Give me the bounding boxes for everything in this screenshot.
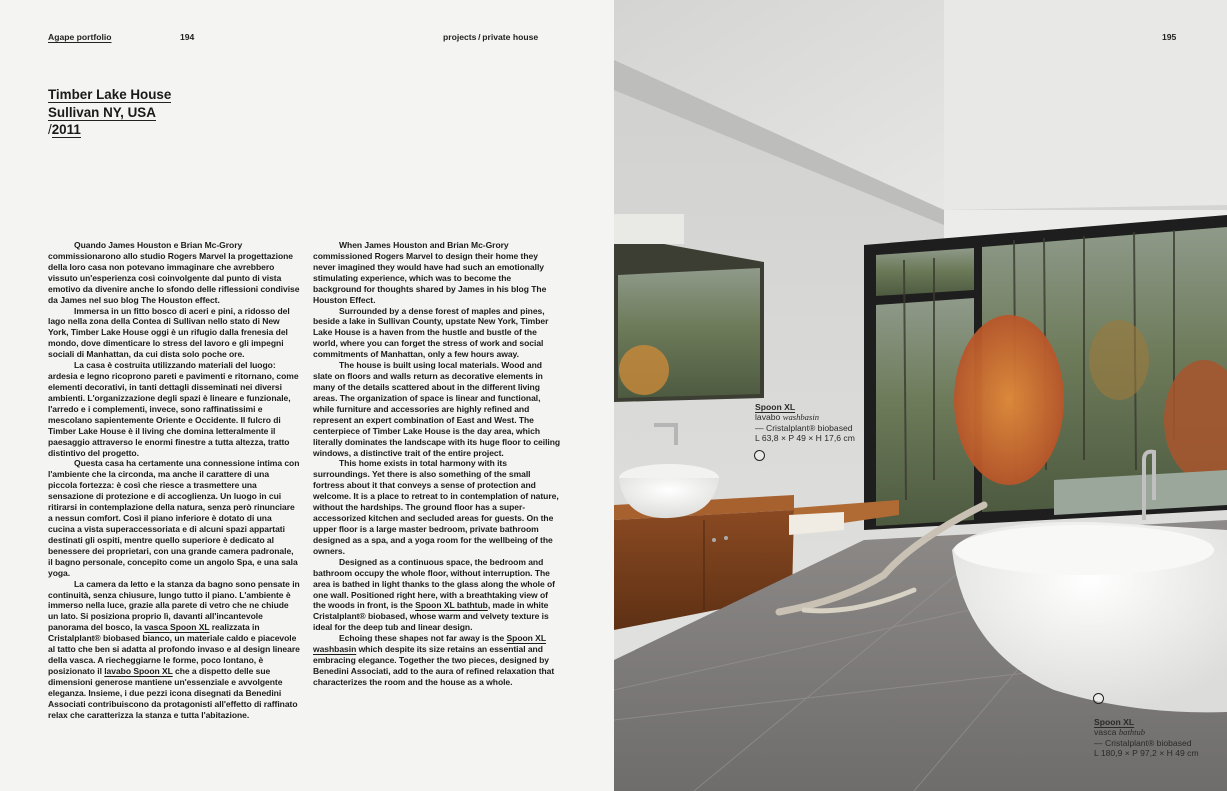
text-run: , made in white Cristalplant® biobased, whose warm and velvety texture is ideal for the deep tub and linear design. bbox=[313, 600, 549, 633]
caption-italian-name: vasca bbox=[1094, 727, 1117, 738]
english-text-column bbox=[313, 240, 561, 688]
text-run: che a dispetto delle sue dimensioni generose mantiene un'essenziale e avvolgente eleganza. Insieme, i due pezzi icona disegnati da Benedini Associati contribuiscono da protagonisti all'effetto di raffinato relax che caratterizza la stanza e tutta l'abitazione. bbox=[48, 665, 298, 720]
project-title bbox=[48, 86, 171, 139]
text-run: realizzata in Cristalplant® biobased bianco, un materiale caldo e piacevole al tatto che ben si adatta al profondo invaso e al design lineare della vasca. A riecheggiarne le forme, poco lontano, è posizionato il bbox=[48, 622, 300, 676]
paragraph: The house is built using local materials. Wood and slate on floors and walls return as decorative elements in many of the details scattered about in the different living areas. The organization of space is linear and functional, while furniture and accessories are highly refined and represent an expert combination of East and West. The centerpiece of Timber Lake House is the day area, which literally dominates the landscape with its huge floor to ceiling windows, a distinctive trait of the entire project. bbox=[313, 360, 561, 458]
page-number-right: 195 bbox=[1162, 32, 1177, 42]
paragraph bbox=[313, 633, 561, 688]
caption-dimensions: L 180,9 × P 97,2 × H 49 cm bbox=[1094, 747, 1199, 758]
caption-product-name: Spoon XL bbox=[755, 402, 796, 412]
year-slash: / bbox=[48, 122, 52, 137]
bathtub-hotspot-icon[interactable] bbox=[1093, 693, 1104, 704]
text-run: which despite its size retains an essential and embracing elegance. Together the two pieces, designed by Benedini Associati, add to the aura of refined relaxation that characterizes the room and the house as a whole. bbox=[313, 644, 555, 687]
section-title: Agape portfolio bbox=[48, 32, 112, 42]
paragraph: When James Houston and Brian Mc-Grory commissioned Rogers Marvel to design their home they never imagined they would have had such an emotionally stimulating experience, which was to become the background for thoughts shared by James in his blog The Houston Effect. bbox=[313, 240, 547, 305]
caption-product-name: Spoon XL bbox=[1094, 717, 1135, 727]
caption-english-name: washbasin bbox=[782, 412, 820, 423]
caption-material: — Cristalplant® biobased bbox=[755, 422, 853, 433]
paragraph bbox=[48, 579, 300, 721]
paragraph bbox=[313, 557, 561, 633]
washbasin-hotspot-icon[interactable] bbox=[754, 450, 765, 461]
bathroom-photo bbox=[614, 0, 1227, 791]
project-location: Sullivan NY, USA bbox=[48, 104, 156, 120]
paragraph: Quando James Houston e Brian Mc-Grory commissionarono allo studio Rogers Marvel la progettazione della loro casa non potevano immaginare che avrebbero vissuto un'esperienza così coinvolgente dal punto di vista emotivo da divenire anche lo sfondo delle riflessioni condivise da James nel suo blog The Houston effect. bbox=[48, 240, 300, 305]
text-run: Designed as a continuous space, the bedroom and bathroom occupy the whole floor, without interruption. The area is bathed in light thanks to the glass along the whole of one wall. Positioned right here, with a breathtaking view of the woods in front, is the bbox=[313, 556, 555, 611]
caption-material: — Cristalplant® biobased bbox=[1094, 737, 1192, 748]
project-name: Timber Lake House bbox=[48, 87, 172, 102]
project-year: 2011 bbox=[51, 122, 81, 137]
product-link-bathtub[interactable]: Spoon XL bathtub bbox=[415, 600, 488, 611]
paragraph: Questa casa ha certamente una connessione intima con l'ambiente che la circonda, ma anche il carattere di una piccola fortezza: è così che riesce a trasmettere una sensazione di protezione e di accoglienza. Un luogo in cui ritirarsi in contemplazione della natura, senza però rinunciare a nessun comfort. Così il piano inferiore è dotato di una cucina a vista superaccessoriata e di alcuni spazi appartati destinati gli ospiti, mentre quello superiore è dedicato al benessere dei proprietari, con una grande camera padronale, il bagno personale, concepito come un angolo Spa, e una sala yoga. bbox=[48, 458, 300, 578]
caption-italian-name: lavabo bbox=[755, 412, 781, 423]
breadcrumb: projects / private house bbox=[443, 32, 539, 42]
paragraph: Surrounded by a dense forest of maples and pines, beside a lake in Sullivan County, upstate New York, Timber Lake House is a haven from the hustle and bustle of the world, where you can forget the stress of work and social commitments of Manhattan, only a few hours away. bbox=[313, 305, 549, 360]
text-run: La camera da letto e la stanza da bagno sono pensate in continuità, senza chiusure, lungo tutto il piano. L'ambiente è immerso nella luce, grazie alla parete di vetro che ne chiude un lato. Si posiziona proprio lì, davanti all'incantevole panorama del bosco, la bbox=[48, 578, 300, 633]
paragraph: Immersa in un fitto bosco di aceri e pini, a ridosso del lago nella zona della Contea di Sullivan nello stato di New York, Timber Lake House oggi è un rifugio dalla frenesia del mondo, dove dimenticare lo stress del lavoro e gli impegni sociali di Manhattan, da cui dista solo poche ore. bbox=[48, 305, 290, 360]
washbasin-caption bbox=[755, 402, 855, 443]
bathtub-caption bbox=[1094, 717, 1199, 758]
caption-english-name: bathtub bbox=[1118, 727, 1146, 738]
bathroom-illustration bbox=[614, 0, 1227, 791]
page-number-left: 194 bbox=[180, 32, 195, 42]
product-link-washbasin[interactable]: lavabo Spoon XL bbox=[104, 665, 173, 676]
paragraph: La casa è costruita utilizzando materiali del luogo: ardesia e legno ricoprono pareti e pavimenti e ritornano, come elementi decorativi, in tanti dettagli disseminati nei diversi ambienti. L'organizzazione degli spazi è lineare e funzionale, l'arredo e i complementi, invece, sono raffinatissimi e mescolano sapientemente Oriente e Occidente. Il fulcro di Timber Lake House è il living che domina letteralmente il paesaggio attraverso le enormi finestre a tutta altezza, tratto distintivo del progetto. bbox=[48, 360, 299, 458]
text-run: Echoing these shapes not far away is the bbox=[339, 633, 507, 644]
product-link-bathtub[interactable]: vasca Spoon XL bbox=[144, 622, 210, 633]
italian-text-column bbox=[48, 240, 300, 721]
paragraph: This home exists in total harmony with its surroundings. Yet there is also something of the small fortress about it that conveys a sense of protection and welcome. It is a place to retreat to in contemplation of nature, without the hardships. The ground floor has a super-accessorized kitchen and secluded areas for guests. On the upper floor is a large master bedroom, private bathroom designed as a spa, and a yoga room for the wellbeing of the owners. bbox=[313, 458, 559, 556]
product-link-washbasin[interactable]: Spoon XL washbasin bbox=[313, 633, 546, 655]
caption-dimensions: L 63,8 × P 49 × H 17,6 cm bbox=[755, 432, 855, 443]
